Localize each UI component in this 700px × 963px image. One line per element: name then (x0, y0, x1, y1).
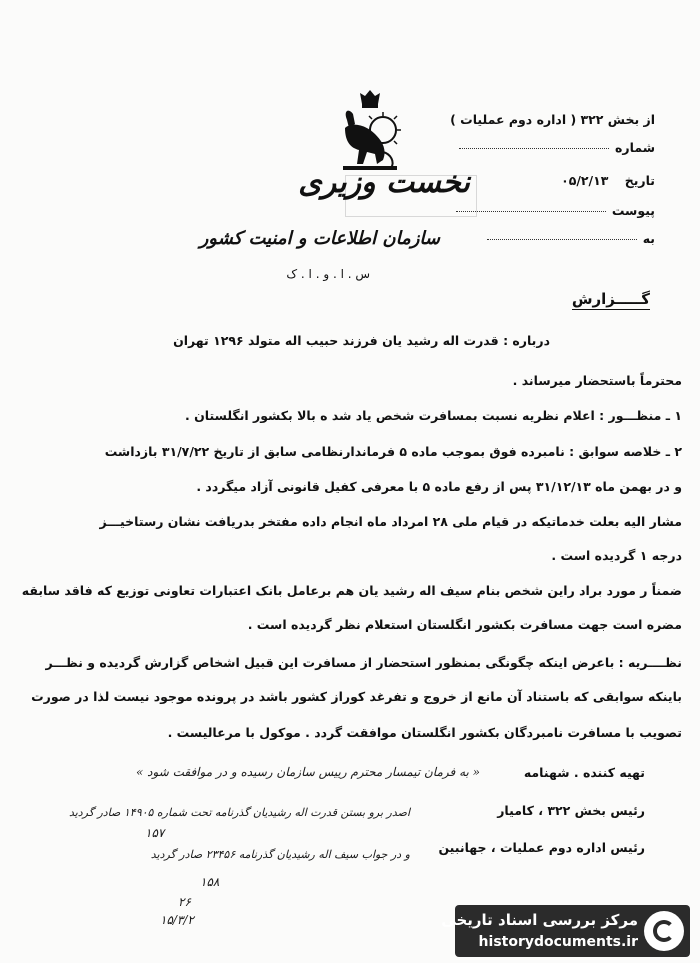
paragraph-purpose: ۱ ـ منظـــور : اعلام نظریه نسبت بمسافرت شخص یاد شد ه بالا بکشور انگلستان . (185, 408, 682, 423)
head-of-department: رئیس اداره دوم عملیات ، جهانبین (438, 840, 645, 855)
watermark-banner (441, 905, 690, 957)
paragraph-opinion-2: باینکه سوابقی که باستناد آن مانع از خروج و تفرغد کوراز کشور باشد در پرونده موجود نیست لذا در صورت (31, 689, 682, 704)
attachment-field (456, 203, 655, 218)
watermark-url: historydocuments.ir (478, 934, 638, 950)
paragraph-opinion-1: نظــــریه : باعرض اینکه چگونگی بمنظور استحضار از مسافرت این قبیل اشخاص گزارش گردیده و نظـــر (45, 655, 682, 670)
date-label: تاریخ (624, 173, 655, 188)
date-field (561, 173, 655, 188)
prepared-by: تهیه کننده . شهنامه (523, 765, 645, 780)
archive-logo-icon (644, 911, 684, 951)
attachment-label: پیوست (611, 203, 655, 218)
paragraph-opinion-3: تصویب با مسافرت نامبردگان بکشور انگلستان موافقت گردد . موکول با مرعالیست . (167, 725, 682, 740)
report-title: گـــــزارش (571, 290, 650, 308)
org-code: س . ا . و . ا . ک (286, 267, 370, 281)
handwritten-note-approval: « به فرمان تیمسار محترم رییس سازمان رسیده و در موافقت شود » (136, 765, 480, 779)
handwritten-initials: ۲۶ (178, 895, 191, 909)
handwritten-date: ۱۵/۳/۲ (160, 913, 194, 927)
paragraph-service-2: درجه ۱ گردیده است . (551, 548, 682, 563)
handwritten-number-1: ۱۵۷ (145, 826, 165, 840)
to-field (487, 231, 655, 246)
number-field (459, 140, 655, 155)
to-label: به (642, 231, 655, 246)
handwritten-number-2: ۱۵۸ (200, 875, 220, 889)
paragraph-brother-2: مضره است جهت مسافرت بکشور انگلستان استعلام نظر گردیده است . (247, 617, 682, 632)
section-line: از بخش ۳۲۲ ( اداره دوم عملیات ) (450, 112, 655, 127)
paragraph-background-2: و در بهمن ماه ۳۱/۱۲/۱۳ پس از رفع ماده ۵ با معرفی کفیل قانونی آزاد میگردد . (196, 479, 682, 494)
date-value: ۰۵/۲/۱۳ (561, 173, 609, 188)
paragraph-brother-1: ضمناً ر مورد براد راین شخص بنام سیف اله رشید یان هم برعامل بانک اعتبارات تعاونی توزیع که فاقد سابقه (21, 583, 682, 598)
head-of-section: رئیس بخش ۳۲۲ ، کامیار (497, 803, 645, 818)
greeting: محترماً باستحضار میرساند . (512, 373, 682, 388)
paragraph-background-1: ۲ ـ خلاصه سوابق : نامبرده فوق بموجب ماده ۵ فرماندارنظامی سابق از تاریخ ۳۱/۷/۲۲ بازداشت (104, 444, 682, 459)
org-subtitle: سازمان اطلاعات و امنیت کشور (199, 228, 440, 249)
number-label: شماره (615, 140, 655, 155)
org-title: نخست وزیری (298, 165, 470, 200)
handwritten-note-passport-2: و در جواب سیف اله رشیدیان گذرنامه ۲۳۴۵۶ صادر گردید (150, 848, 410, 861)
watermark-name: مرکز بررسی اسناد تاریخی (441, 911, 638, 929)
subject-line: درباره : قدرت اله رشید یان فرزند حبیب اله متولد ۱۲۹۶ تهران (173, 333, 550, 348)
handwritten-note-passport-1: اصدر برو بستن قدرت اله رشیدیان گذرنامه تحت شماره ۱۴۹۰۵ صادر گردید (68, 806, 410, 819)
paragraph-service-1: مشار الیه بعلت خدماتیکه در قیام ملی ۲۸ امرداد ماه انجام داده مفتخر بدریافت نشان رستاخیـــز (99, 514, 682, 529)
